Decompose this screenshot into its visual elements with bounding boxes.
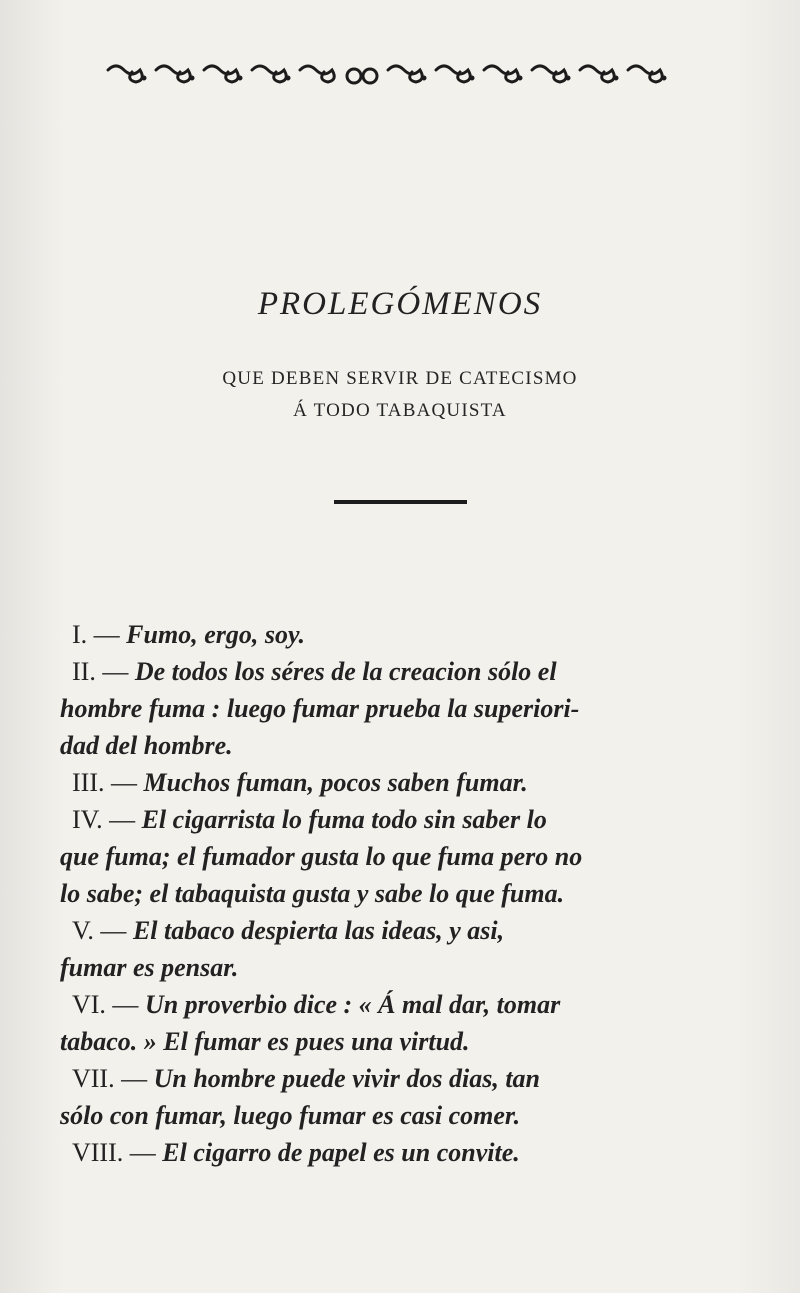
aphorism-6-line-1 (60, 986, 750, 1023)
aphorism-text: fumar es pensar. (60, 953, 239, 982)
aphorism-text: Un proverbio dice : « Á mal dar, tomar (144, 990, 561, 1019)
aphorism-4-line-1 (60, 801, 750, 838)
aphorism-list (60, 616, 750, 1171)
aphorism-2-line-3 (60, 727, 750, 764)
aphorism-number: VIII. — (72, 1138, 156, 1167)
aphorism-1-line-1 (60, 616, 750, 653)
aphorism-number: VII. — (72, 1064, 148, 1093)
aphorism-number: VI. — (72, 990, 139, 1019)
aphorism-text: que fuma; el fumador gusta lo que fuma pero no (60, 842, 583, 871)
aphorism-text: Fumo, ergo, soy. (126, 620, 306, 649)
aphorism-4-line-3 (60, 875, 750, 912)
aphorism-text: lo sabe; el tabaquista gusta y sabe lo que fuma. (60, 879, 565, 908)
aphorism-2-line-1 (60, 653, 750, 690)
aphorism-number: II. — (72, 657, 129, 686)
aphorism-text: sólo con fumar, luego fumar es casi comer. (60, 1101, 521, 1130)
decorative-border-ornament-icon (104, 60, 680, 90)
aphorism-text: Un hombre puede vivir dos dias, tan (153, 1064, 541, 1093)
aphorism-6-line-2 (60, 1023, 750, 1060)
subtitle-line-2: Á TODO TABAQUISTA (293, 400, 507, 421)
aphorism-4-line-2 (60, 838, 750, 875)
subtitle-line-1: QUE DEBEN SERVIR DE CATECISMO (222, 368, 578, 389)
section-divider (334, 500, 467, 504)
aphorism-2-line-2 (60, 690, 750, 727)
aphorism-text: El tabaco despierta las ideas, y asi, (132, 916, 505, 945)
aphorism-7-line-1 (60, 1060, 750, 1097)
aphorism-8-line-1 (60, 1134, 750, 1171)
aphorism-text: dad del hombre. (60, 731, 233, 760)
aphorism-5-line-1 (60, 912, 750, 949)
aphorism-3-line-1 (60, 764, 750, 801)
aphorism-number: IV. — (72, 805, 136, 834)
aphorism-text: hombre fuma : luego fumar prueba la superiori- (60, 694, 580, 723)
aphorism-text: tabaco. » El fumar es pues una virtud. (60, 1027, 470, 1056)
aphorism-number: V. — (72, 916, 127, 945)
page-title: PROLEGÓMENOS (257, 286, 543, 322)
aphorism-text: De todos los séres de la creacion sólo el (134, 657, 557, 686)
aphorism-text: El cigarrista lo fuma todo sin saber lo (141, 805, 547, 834)
aphorism-text: Muchos fuman, pocos saben fumar. (143, 768, 528, 797)
aphorism-number: III. — (72, 768, 137, 797)
aphorism-5-line-2 (60, 949, 750, 986)
aphorism-text: El cigarro de papel es un convite. (162, 1138, 520, 1167)
aphorism-7-line-2 (60, 1097, 750, 1134)
aphorism-number: I. — (72, 620, 120, 649)
